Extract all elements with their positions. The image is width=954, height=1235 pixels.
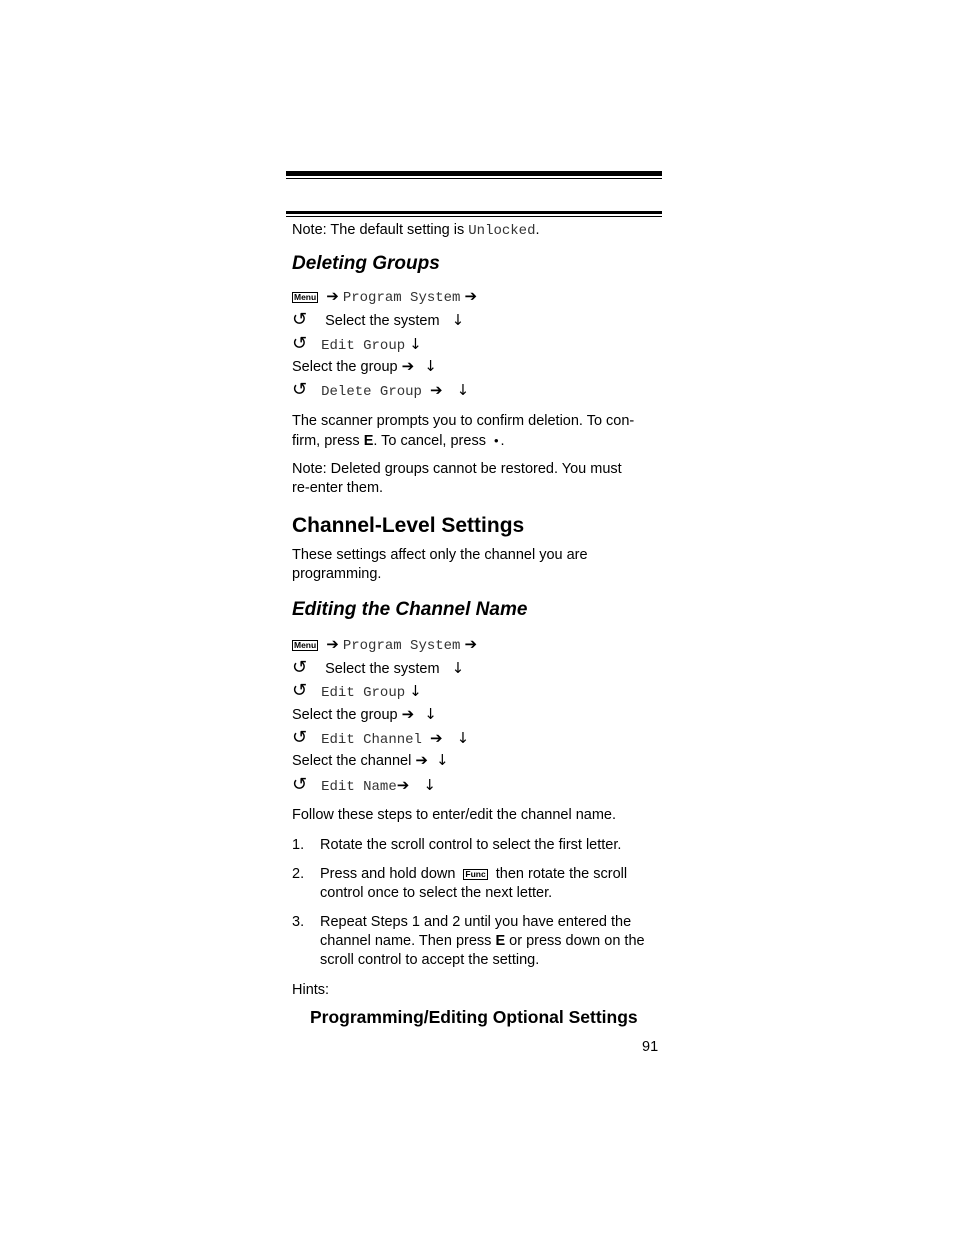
edit-step-select-group: Select the group ➔ ↓ (292, 705, 437, 723)
rotate-icon: ↺ (292, 333, 308, 354)
right-arrow-icon: ➔ (326, 287, 339, 305)
edit-intro-paragraph: Follow these steps to enter/edit the channel name. (292, 807, 617, 823)
delete-confirm-paragraph: The scanner prompts you to confirm deletion. To con- firm, press E. To cancel, press • . (292, 413, 635, 449)
right-arrow-icon: ➔ (396, 776, 410, 794)
down-arrow-icon: ↓ (451, 659, 465, 677)
rotate-icon: ↺ (292, 680, 308, 701)
rotate-icon: ↺ (292, 774, 308, 795)
down-arrow-icon: ↓ (409, 335, 422, 353)
edit-step-menu: Menu ➔ Program System ➔ (294, 635, 478, 654)
channel-level-description: These settings affect only the channel you are programming. (292, 547, 588, 582)
edit-step-edit-name: ↺ Edit Name➔ ↓ (292, 774, 436, 795)
down-arrow-icon: ↓ (424, 357, 437, 375)
down-arrow-icon: ↓ (423, 776, 436, 794)
deleting-groups-heading: Deleting Groups (292, 253, 440, 274)
edit-step-edit-channel: ↺ Edit Channel ➔ ↓ (292, 727, 470, 748)
down-arrow-icon: ↓ (409, 682, 422, 700)
right-arrow-icon: ➔ (429, 729, 443, 747)
channel-level-heading: Channel-Level Settings (292, 514, 525, 537)
section-thin-rule (286, 216, 662, 217)
down-arrow-icon: ↓ (424, 705, 437, 723)
dot-key-icon: • (493, 433, 499, 448)
note-default-setting: Note: The default setting is Unlocked. (292, 222, 540, 239)
right-arrow-icon: ➔ (401, 705, 415, 723)
delete-step-select-group: Select the group ➔ ↓ (292, 357, 437, 375)
down-arrow-icon: ↓ (451, 311, 465, 329)
step-number: 2. (292, 866, 305, 882)
step-text: Press and hold down Func then rotate the scroll control once to select the next letter. (320, 866, 628, 901)
func-key: Func (465, 869, 486, 879)
edit-step-select-channel: Select the channel ➔ ↓ (292, 751, 449, 769)
rotate-icon: ↺ (292, 309, 308, 330)
down-arrow-icon: ↓ (456, 381, 470, 399)
page-number: 91 (642, 1039, 659, 1055)
step-text: Rotate the scroll control to select the first letter. (320, 837, 622, 853)
top-thin-rule (286, 178, 662, 179)
step-number: 1. (292, 837, 305, 853)
step-text: Repeat Steps 1 and 2 until you have entered the channel name. Then press E or press down on the scroll control to accept the setting. (320, 914, 645, 968)
rotate-icon: ↺ (292, 657, 308, 678)
down-arrow-icon: ↓ (435, 751, 449, 769)
edit-step-select-system: ↺ Select the system ↓ (292, 657, 465, 678)
footer-section-title: Programming/Editing Optional Settings (310, 1007, 638, 1027)
delete-step-edit-group: ↺ Edit Group ↓ (292, 333, 422, 354)
menu-key: Menu (294, 640, 317, 650)
delete-note-paragraph: Note: Deleted groups cannot be restored. You must re-enter them. (292, 461, 622, 496)
edit-step-edit-group: ↺ Edit Group ↓ (292, 680, 422, 701)
step-number: 3. (292, 914, 305, 930)
delete-step-select-system: ↺ Select the system ↓ (292, 309, 465, 330)
down-arrow-icon: ↓ (456, 729, 470, 747)
rotate-icon: ↺ (292, 727, 308, 748)
top-thick-rule (286, 171, 662, 176)
section-thick-rule (286, 211, 662, 214)
menu-key: Menu (294, 292, 317, 302)
right-arrow-icon: ➔ (415, 751, 428, 769)
right-arrow-icon: ➔ (429, 381, 443, 399)
hints-label: Hints: (292, 982, 330, 998)
right-arrow-icon: ➔ (464, 287, 478, 305)
delete-step-delete-group: ↺ Delete Group ➔ ↓ (292, 379, 470, 400)
right-arrow-icon: ➔ (464, 635, 478, 653)
right-arrow-icon: ➔ (401, 357, 415, 375)
delete-step-menu: Menu ➔ Program System ➔ (294, 287, 478, 306)
editing-channel-name-heading: Editing the Channel Name (292, 599, 528, 620)
rotate-icon: ↺ (292, 379, 308, 400)
right-arrow-icon: ➔ (326, 635, 339, 653)
